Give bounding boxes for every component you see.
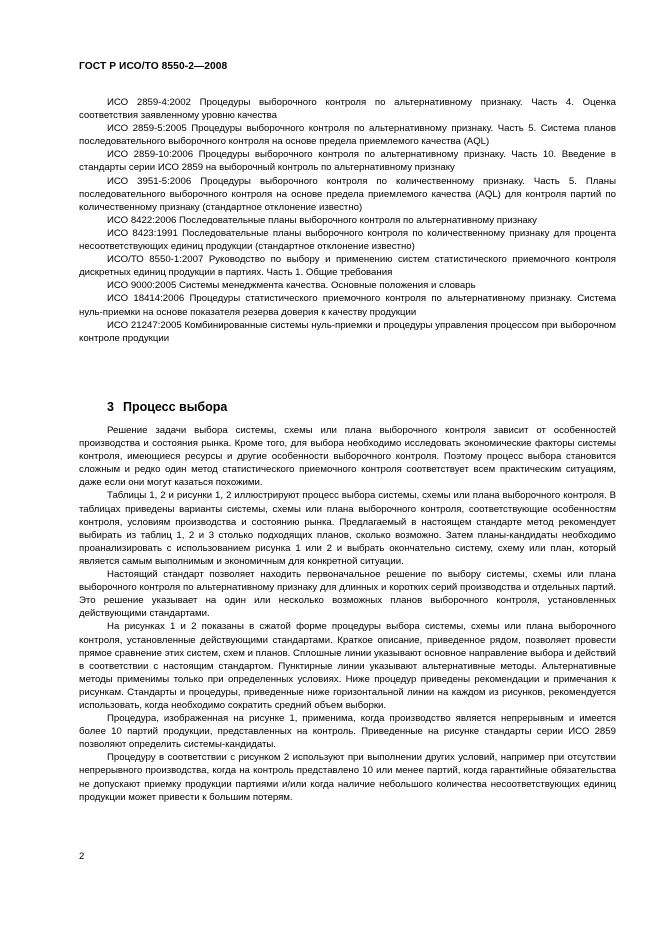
reference-item: ИСО 8422:2006 Последовательные планы выборочного контроля по альтернативному признаку xyxy=(107,214,537,226)
section-title: Процесс выбора xyxy=(122,400,228,414)
reference-item: ИСО 2859-10:2006 Процедуры выборочного контроля по альтернативному признаку. Часть 10. Введение в стандарты серии ИСО 2859 на выборочный контроль по альтернативному признаку xyxy=(79,149,616,174)
body-paragraph: Решение задачи выбора системы, схемы или плана выборочного контроля зависит от особенностей производства и состояния рынка. Кроме того, для выбора необходимо исследовать экономические факторы системы контроля, имеющиеся ресурсы и другие особенности выборочного контроля. Поэтому процесс выбора становится сложным и редко один метод статистического приемочного контроля соответствует всем практическим ситуациям, даже если они могут казаться похожими. xyxy=(79,425,616,489)
body-paragraph: Процедура, изображенная на рисунке 1, применима, когда производство является непрерывным и имеется более 10 партий продукции, представленных на контроль. Приведенные на рисунке стандарты серии ИСО 2859 позволяют определить системы-кандидаты. xyxy=(79,713,616,751)
section-body xyxy=(79,424,616,804)
body-paragraph: Таблицы 1, 2 и рисунки 1, 2 иллюстрируют процесс выбора системы, схемы или плана выборочного контроля. В таблицах приведены варианты системы, схемы или плана выборочного контроля, соответствующие особенностям контроля, условиям производства и состоянию рынка. Предлагаемый в настоящем стандарте метод рекомендует выбирать из таблиц 1, 2 и 3 столько подходящих планов, сколько возможно. Затем планы-кандидаты необходимо проанализировать с использованием рисунка 1 или 2 и выбрать окончательно систему, схему или план, который является самым выполнимым и экономичным для конкретной ситуации. xyxy=(79,490,616,567)
reference-item: ИСО 18414:2006 Процедуры статистического приемочного контроля по альтернативному признаку. Система нуль-приемки на основе показателя резерва доверия к качеству продукции xyxy=(79,293,616,318)
reference-item: ИСО 2859-4:2002 Процедуры выборочного контроля по альтернативному признаку. Часть 4. Оценка соответствия заявленному уровню качества xyxy=(79,97,616,122)
document-header: ГОСТ Р ИСО/ТО 8550-2—2008 xyxy=(79,61,228,72)
page-number: 2 xyxy=(79,851,85,862)
reference-item: ИСО 9000:2005 Системы менеджмента качества. Основные положения и словарь xyxy=(107,280,476,292)
body-paragraph: Настоящий стандарт позволяет находить первоначальное решение по выбору системы, схемы или плана выборочного контроля по альтернативному признаку для длинных и коротких серий производства и отдельных партий. Это решение указывает на один или несколько возможных планов выборочного контроля, установленных действующими стандартами. xyxy=(79,569,616,620)
section-heading xyxy=(107,400,236,414)
reference-item: ИСО/ТО 8550-1:2007 Руководство по выбору и применению систем статистического приемочного контроля дискретных единиц продукции в партиях. Часть 1. Общие требования xyxy=(79,254,616,279)
reference-item: ИСО 3951-5:2006 Процедуры выборочного контроля по количественному признаку. Часть 5. Планы последовательного выборочного контроля на основе предела приемлемого качества (AQL) для контроля партий по количественному признаку (стандартное отклонение известно) xyxy=(79,175,616,213)
reference-item: ИСО 8423:1991 Последовательные планы выборочного контроля по количественному признаку для процента несоответствующих единиц продукции (стандартное отклонение известно) xyxy=(79,227,616,253)
body-paragraph: Процедуру в соответствии с рисунком 2 используют при выполнении других условий, например при отсутствии непрерывного производства, когда на контроль представлено 10 или менее партий, когда гарантийные обязательства не допускают приемку продукции партиями и/или когда наличие небольшого количества несоответствующих единиц продукции может привести к большим потерям. xyxy=(79,752,616,803)
reference-item: ИСО 21247:2005 Комбинированные системы нуль-приемки и процедуры управления процессом при выборочном контроле продукции xyxy=(79,319,616,344)
body-paragraph: На рисунках 1 и 2 показаны в сжатой форме процедуры выбора системы, схемы или плана выборочного контроля, установленные действующими стандартами. Краткое описание, приведенное рядом, позволяет провести прямое сравнение этих систем, схем и планов. Сплошные линии указывают основное направление выбора и действий в соответствии с настоящим стандартом. Пунктирные линии указывают альтернативные методы. Альтернативные методы применимы только при определенных условиях. Ниже процедур приведены рекомендации и примечания к рисункам. Стандарты и процедуры, приведенные ниже горизонтальной линии на каждом из рисунков, рекомендуется использовать, когда необходимо сократить средний объем выборки. xyxy=(79,621,616,711)
reference-item: ИСО 2859-5:2005 Процедуры выборочного контроля по альтернативному признаку. Часть 5. Система планов последовательного выборочного контроля на основе предела приемлемого качества (AQL) xyxy=(79,123,616,148)
references-list xyxy=(79,96,616,345)
section-number: 3 xyxy=(107,400,114,414)
